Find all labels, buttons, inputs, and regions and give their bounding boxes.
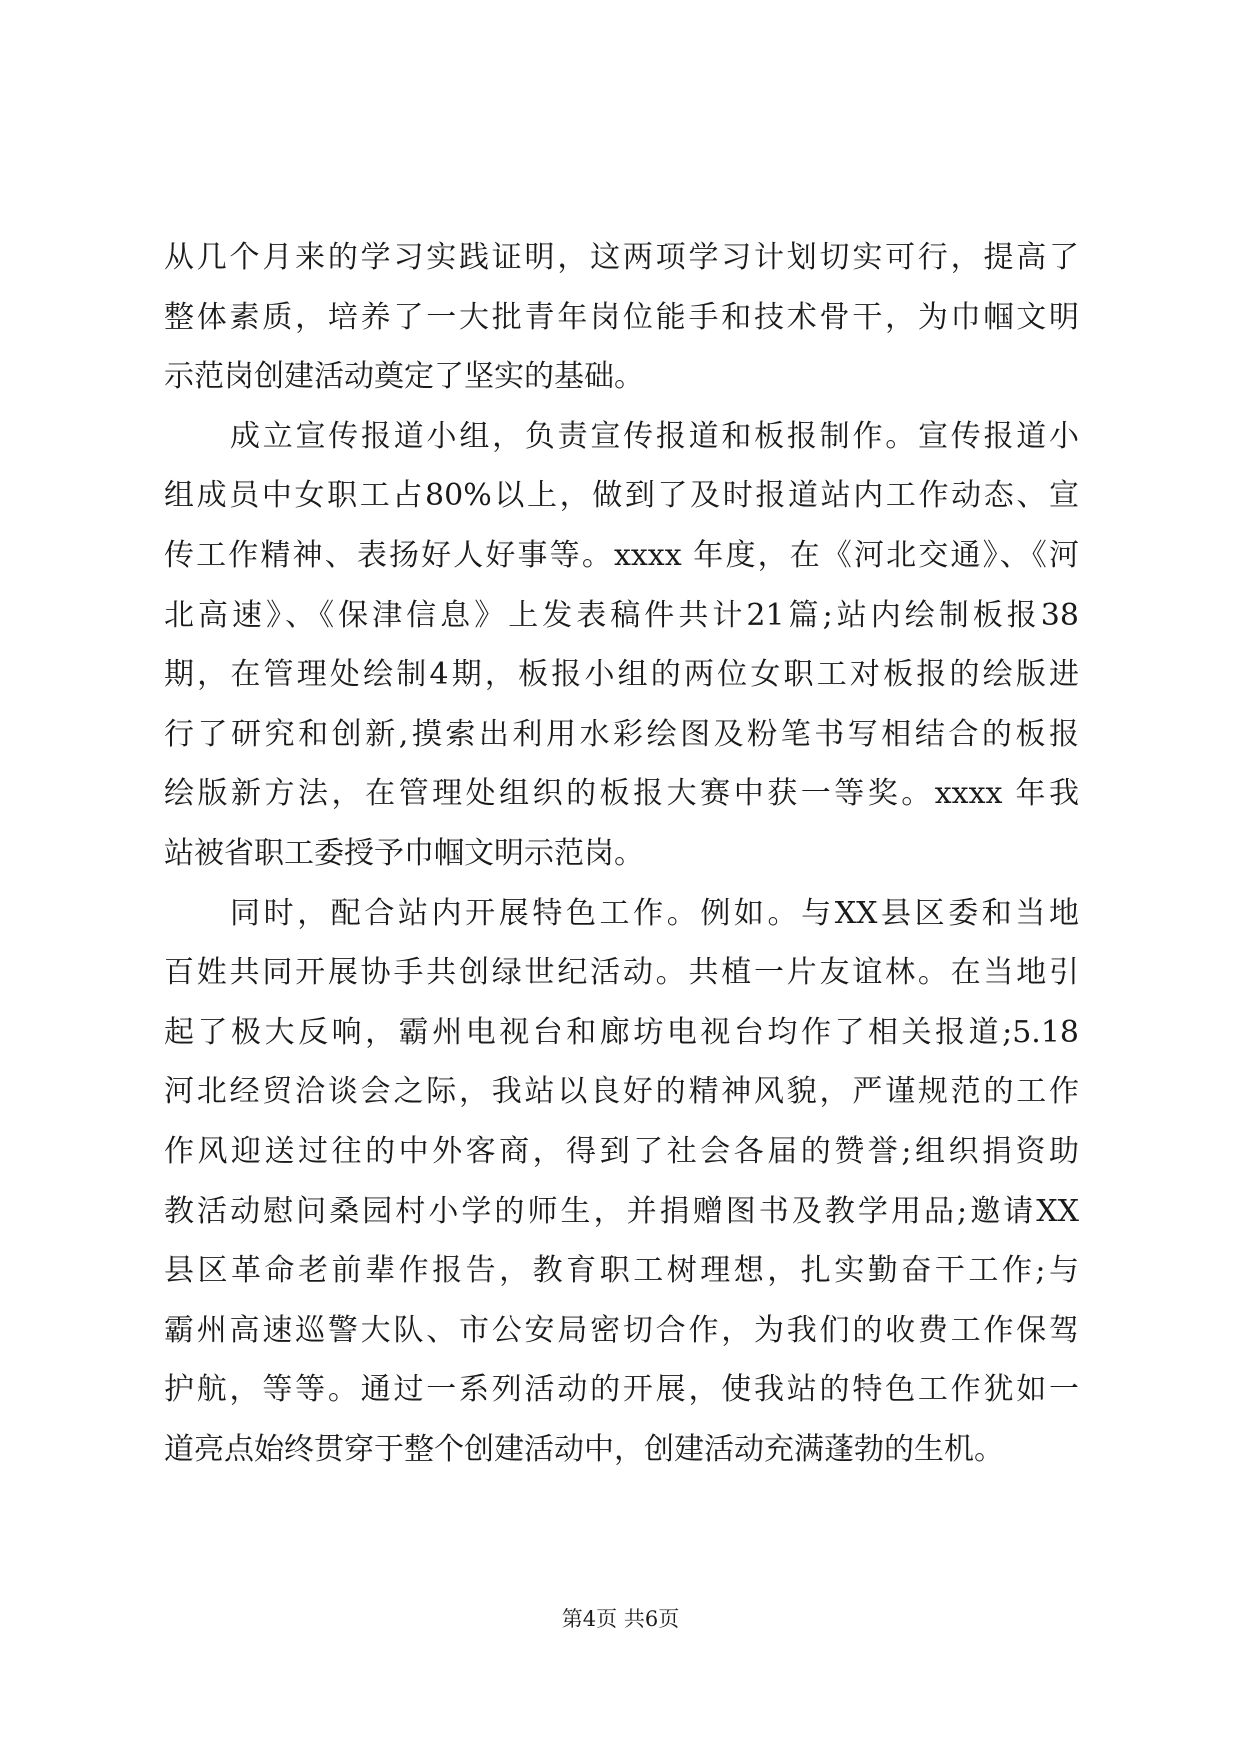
text-line: 站被省职工委授予巾帼文明示范岗。 (164, 835, 644, 871)
page-number: 第4页 共6页 (561, 1607, 680, 1631)
text-line: 行了研究和创新,摸索出利用水彩绘图及粉笔书写相结合的板报 (164, 716, 1079, 752)
text-line: 河北经贸洽谈会之际，我站以良好的精神风貌，严谨规范的工作 (164, 1074, 1079, 1110)
text-line: 霸州高速巡警大队、市公安局密切合作，为我们的收费工作保驾 (164, 1312, 1079, 1348)
text-line: 百姓共同开展协手共创绿世纪活动。共植一片友谊林。在当地引 (164, 955, 1079, 991)
text-line: 成立宣传报道小组，负责宣传报道和板报制作。宣传报道小 (230, 418, 1079, 454)
paragraph-2 (164, 407, 1079, 884)
text-line: 护航，等等。通过一系列活动的开展，使我站的特色工作犹如一 (164, 1372, 1079, 1408)
text-line: 传工作精神、表扬好人好事等。xxxx 年度，在《河北交通》、《河 (164, 537, 1079, 573)
text-line: 整体素质，培养了一大批青年岗位能手和技术骨干，为巾帼文明 (164, 299, 1079, 335)
paragraph-1 (164, 228, 1079, 407)
page-footer (0, 1605, 1241, 1633)
text-line: 同时，配合站内开展特色工作。例如。与XX县区委和当地 (230, 895, 1079, 931)
document-body (164, 228, 1079, 1479)
text-line: 期，在管理处绘制4期，板报小组的两位女职工对板报的绘版进 (164, 657, 1079, 693)
paragraph-3 (164, 884, 1079, 1480)
text-line: 作风迎送过往的中外客商，得到了社会各届的赞誉;组织捐资助 (164, 1133, 1079, 1169)
text-line: 北高速》、《保津信息》上发表稿件共计21篇;站内绘制板报38 (164, 597, 1079, 633)
text-line: 起了极大反响，霸州电视台和廊坊电视台均作了相关报道;5.18 (164, 1014, 1079, 1050)
text-line: 从几个月来的学习实践证明，这两项学习计划切实可行，提高了 (164, 240, 1079, 275)
text-line: 绘版新方法，在管理处组织的板报大赛中获一等奖。xxxx 年我 (164, 776, 1079, 812)
text-line: 县区革命老前辈作报告，教育职工树理想，扎实勤奋干工作;与 (164, 1253, 1079, 1289)
text-line: 道亮点始终贯穿于整个创建活动中，创建活动充满蓬勃的生机。 (164, 1431, 1004, 1467)
text-line: 教活动慰问桑园村小学的师生，并捐赠图书及教学用品;邀请XX (164, 1193, 1079, 1229)
text-line: 示范岗创建活动奠定了坚实的基础。 (164, 359, 644, 395)
text-line: 组成员中女职工占80%以上，做到了及时报道站内工作动态、宣 (164, 478, 1079, 514)
